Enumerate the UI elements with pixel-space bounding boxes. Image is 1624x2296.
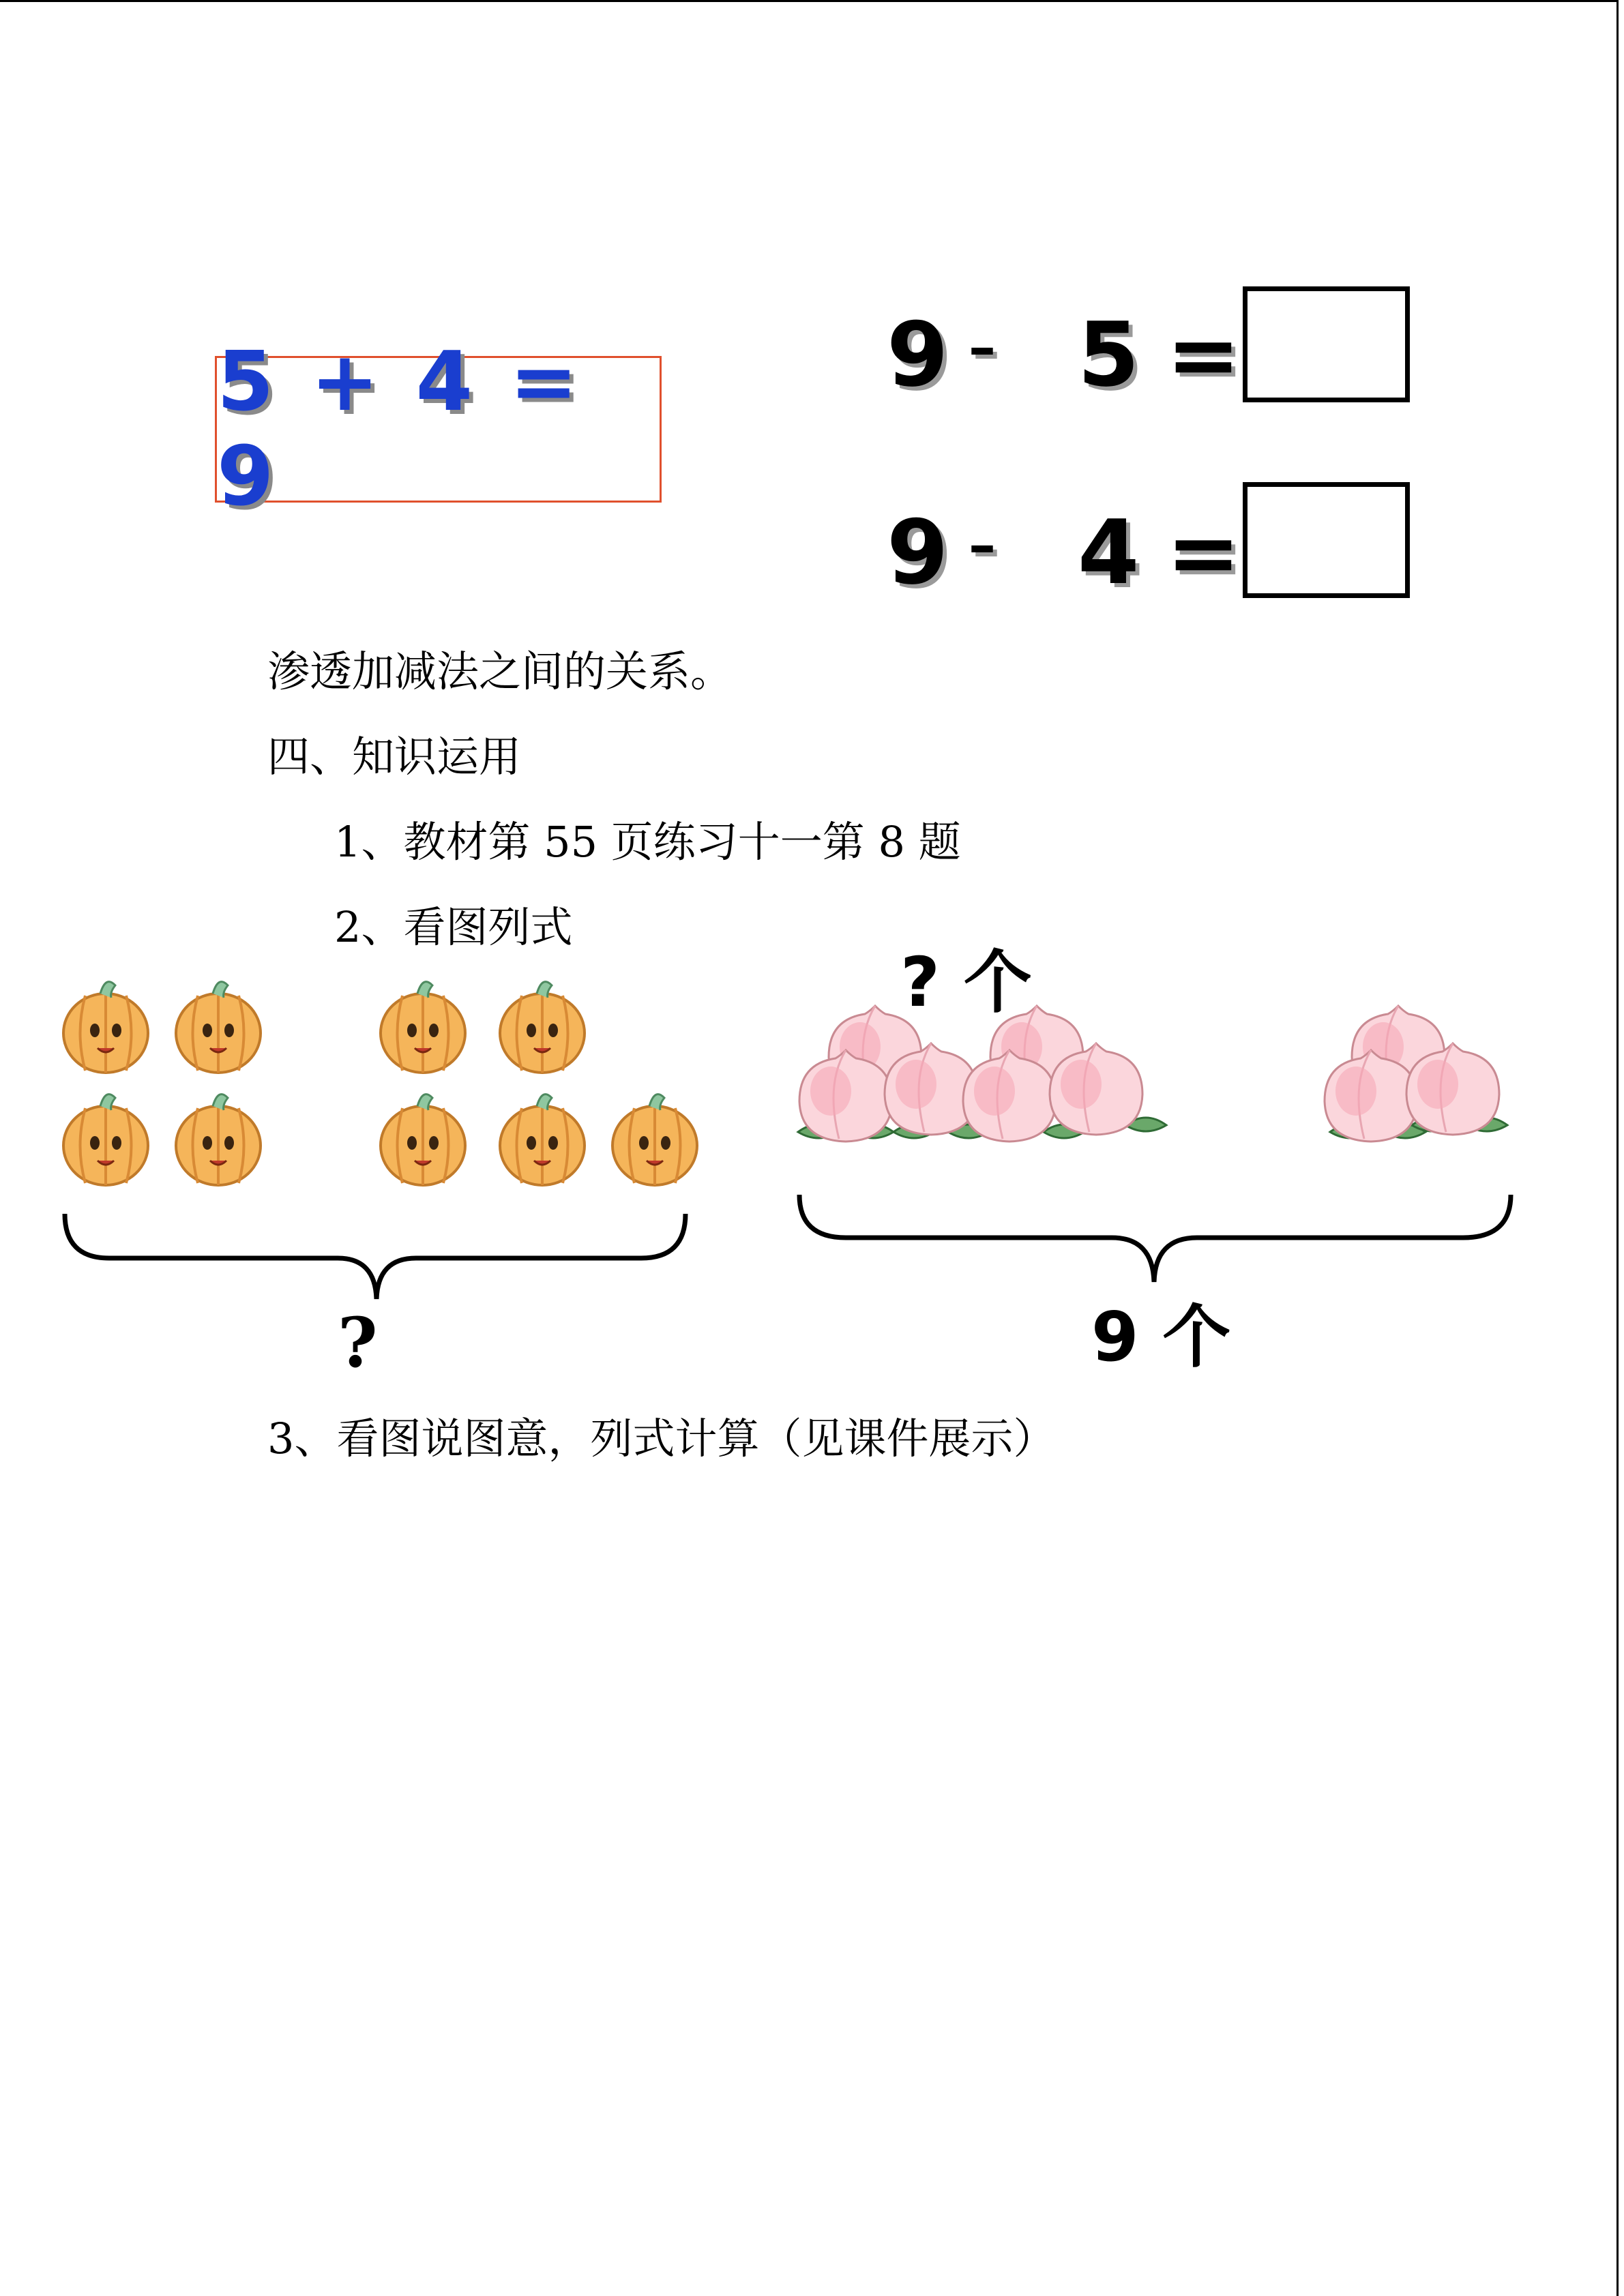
pumpkin-icon [63, 1094, 148, 1185]
addition-equation: 5 + 4 = 9 [217, 334, 582, 524]
pumpkin-brace [65, 1214, 685, 1299]
pumpkin-icon [63, 982, 148, 1073]
sub1-subtrahend: 5 [1078, 303, 1140, 406]
pumpkin-icon [381, 1094, 465, 1185]
exercise-item-3: 3、看图说图意，列式计算（见课件展示） [267, 1414, 1056, 1463]
sub2-equals: = [1166, 501, 1241, 604]
pumpkin-icon [176, 1094, 261, 1185]
section-heading: 四、知识运用 [267, 732, 522, 781]
pumpkin-icon [500, 982, 585, 1073]
sub1-minus: – [969, 316, 996, 379]
peach-brace [799, 1195, 1511, 1282]
pumpkin-group-right [381, 982, 697, 1185]
pumpkin-icon [500, 1094, 585, 1185]
exercise-item-1: 1、教材第 55 页练习十一第 8 题 [334, 817, 961, 867]
sub2-subtrahend: 4 [1078, 501, 1140, 604]
pumpkin-icon [381, 982, 465, 1073]
sub1-minuend: 9 [887, 303, 949, 406]
peach-total-label: 9 个 [1091, 1297, 1231, 1377]
peach-unknown-label: ? 个 [900, 942, 1032, 1022]
sub1-equals: = [1166, 303, 1241, 406]
sub2-minus: – [969, 513, 996, 577]
peach-group-right [1325, 1006, 1507, 1142]
relation-text: 渗透加减法之间的关系。 [267, 646, 733, 696]
pumpkin-icon [612, 1094, 697, 1185]
pumpkin-group-left [63, 982, 261, 1185]
pumpkin-icon [176, 982, 261, 1073]
exercise-item-2: 2、看图列式 [334, 902, 573, 952]
peach-group-left [798, 1006, 1166, 1142]
sub2-minuend: 9 [887, 501, 949, 604]
pumpkin-total-label: ? [338, 1302, 378, 1383]
